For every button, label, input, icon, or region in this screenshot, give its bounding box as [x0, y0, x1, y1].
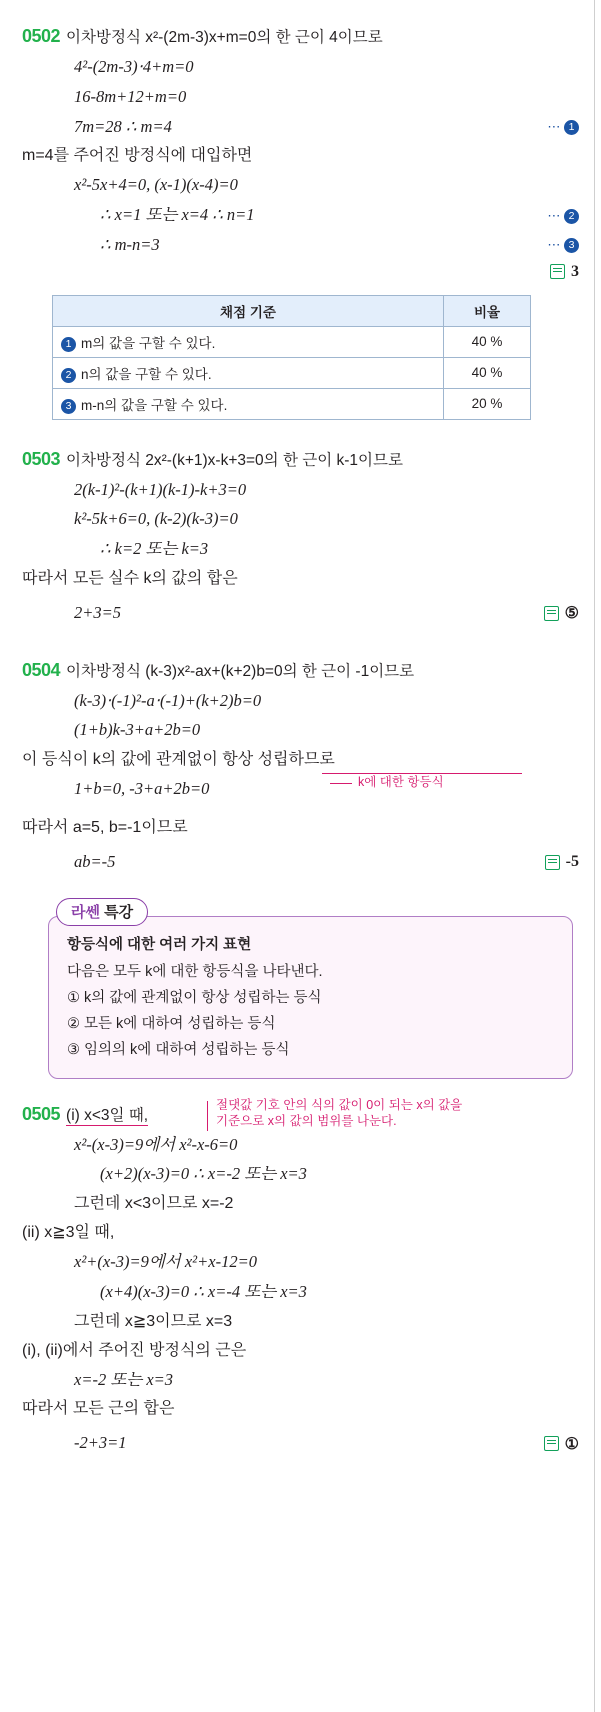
question-number: 0504 [22, 659, 61, 680]
problem-0502 [22, 23, 579, 281]
annotation-callout [322, 773, 537, 791]
table-row [53, 326, 531, 357]
step-line: x=-2 또는 x=3 [74, 1369, 174, 1389]
special-title: 항등식에 대한 여러 가지 표현 [67, 936, 252, 953]
answer-value: -5 [565, 853, 579, 871]
answer-value: 3 [571, 262, 579, 280]
step-line: ∴ k=2 또는 k=3 [100, 539, 209, 558]
problem-0503 [22, 446, 579, 631]
case-1-label: (i) x<3일 때, [66, 1106, 149, 1124]
answer-value: ① [564, 1435, 579, 1453]
identity-annotation-block [22, 777, 579, 802]
answer-row-0503 [544, 603, 579, 623]
marker-circle-3: 3 [61, 399, 76, 414]
problem-0504-head [22, 657, 579, 684]
problem-0504-intro: 이차방정식 (k-3)x²-ax+(k+2)b=0의 한 근이 -1이므로 [66, 662, 415, 680]
annotation-body [322, 774, 537, 791]
annotation-body [207, 1097, 537, 1131]
header-criterion: 채점 기준 [53, 295, 444, 326]
step-line: 따라서 모든 근의 합은 [22, 1400, 175, 1418]
answer-row-0505 [544, 1434, 579, 1454]
step-line: 그런데 x≧3이므로 x=3 [74, 1312, 233, 1330]
step-line: 이 등식이 k의 값에 관계없이 항상 성립하므로 [22, 751, 335, 768]
step-line: ∴ m-n=3 [100, 234, 160, 254]
special-item [67, 1038, 556, 1059]
criterion-text: m-n의 값을 구할 수 있다. [81, 397, 228, 413]
problem-0504 [22, 657, 579, 880]
item-number: ① [67, 989, 80, 1006]
criterion-cell [53, 357, 444, 388]
step-line: 2+3=5 [74, 602, 122, 622]
step-line: x²-(x-3)=9에서 x²-x-6=0 [74, 1134, 238, 1154]
ratio-cell: 40 % [444, 326, 531, 357]
item-number: ③ [67, 1041, 80, 1058]
answer-row-0504 [545, 853, 579, 871]
annotation-text-line-2: 기준으로 x의 값의 범위를 나눈다. [216, 1114, 397, 1129]
step-line: ∴ x=1 또는 x=4 ∴ n=1 [100, 205, 255, 224]
special-lead: 다음은 모두 k에 대한 항등식을 나타낸다. [67, 963, 323, 980]
marker-circle-2: 2 [61, 368, 76, 383]
answer-row-0502 [22, 263, 579, 281]
item-text: k의 값에 관계없이 항상 성립하는 등식 [84, 989, 322, 1006]
ratio-cell: 20 % [444, 388, 531, 419]
step-line: (1+b)k-3+a+2b=0 [74, 720, 201, 740]
table-row [53, 388, 531, 419]
marker-circle-1: 1 [61, 337, 76, 352]
step-line: x²-5x+4=0, (x-1)(x-4)=0 [74, 175, 238, 195]
answer-value: ⑤ [564, 605, 579, 623]
step-line-with-marker [22, 115, 579, 140]
problem-0502-intro: 이차방정식 x²-(2m-3)x+m=0의 한 근이 4이므로 [66, 29, 383, 46]
marker-3: ⋯ 3 [547, 235, 579, 255]
marker-circle-3: 3 [564, 238, 579, 253]
marker-2: ⋯ 2 [547, 206, 579, 226]
special-lecture-box [48, 916, 573, 1079]
problem-0503-intro: 이차방정식 2x²-(k+1)x-k+3=0의 한 근이 k-1이므로 [66, 451, 403, 469]
special-lecture-tag [56, 898, 148, 926]
ratio-cell: 40 % [444, 357, 531, 388]
question-number: 0505 [22, 1103, 61, 1124]
step-line-with-marker [22, 203, 579, 228]
step-line: (x+4)(x-3)=0 ∴ x=-4 또는 x=3 [100, 1281, 307, 1301]
step-line-with-marker [22, 233, 579, 258]
annotation-callout-0505 [207, 1097, 537, 1131]
step-line: 16-8m+12+m=0 [74, 86, 187, 106]
step-line: ab=-5 [74, 851, 116, 871]
special-lecture [48, 898, 573, 1079]
annotation-leader [330, 783, 352, 784]
final-step-row [22, 1426, 579, 1461]
step-line: 1+b=0, -3+a+2b=0 [74, 779, 210, 798]
final-step-row [22, 596, 579, 631]
table-header-row [53, 295, 531, 326]
answer-icon [550, 264, 565, 279]
criterion-cell [53, 326, 444, 357]
step-line: 따라서 모든 실수 k의 값의 합은 [22, 569, 238, 587]
problem-0505-head-row [22, 1097, 579, 1129]
step-line: 2(k-1)²-(k+1)(k-1)-k+3=0 [74, 479, 247, 499]
step-line: k²-5k+6=0, (k-2)(k-3)=0 [74, 509, 238, 529]
annotation-vertical-rule [207, 1101, 208, 1131]
item-text: 임의의 k에 대하여 성립하는 등식 [84, 1041, 290, 1058]
criterion-text: n의 값을 구할 수 있다. [81, 366, 212, 382]
case-2-label: (ii) x≧3일 때, [22, 1224, 115, 1241]
step-line: 그런데 x<3이므로 x=-2 [74, 1195, 234, 1212]
step-line: 4²-(2m-3)⋅4+m=0 [74, 57, 194, 76]
answer-icon [544, 1436, 559, 1451]
scoring-table [52, 295, 531, 420]
problem-0503-head [22, 446, 579, 473]
step-line: 따라서 a=5, b=-1이므로 [22, 818, 188, 836]
answer-icon [545, 855, 560, 870]
marker-circle-2: 2 [564, 209, 579, 224]
table-row [53, 357, 531, 388]
annotation-text-block [216, 1097, 462, 1131]
step-line: -2+3=1 [74, 1433, 127, 1453]
criterion-text: m의 값을 구할 수 있다. [81, 335, 216, 351]
problem-0502-head [22, 23, 579, 50]
step-line: (k-3)⋅(-1)²-a⋅(-1)+(k+2)b=0 [74, 690, 262, 710]
annotation-text-line-1: 절댓값 기호 안의 식의 값이 0이 되는 x의 값을 [216, 1097, 463, 1112]
step-line: m=4를 주어진 방정식에 대입하면 [22, 147, 253, 165]
question-number: 0502 [22, 26, 61, 46]
answer-icon [544, 606, 559, 621]
problem-0505 [22, 1097, 579, 1462]
step-line: x²+(x-3)=9에서 x²+x-12=0 [74, 1252, 257, 1271]
special-item [67, 986, 556, 1007]
final-step-row [22, 845, 579, 880]
step-line: (i), (ii)에서 주어진 방정식의 근은 [22, 1341, 247, 1359]
header-ratio: 비율 [444, 295, 531, 326]
annotation-text: k에 대한 항등식 [358, 775, 444, 789]
step-line: (x+2)(x-3)=0 ∴ x=-2 또는 x=3 [100, 1164, 307, 1184]
special-tag-label: 특강 [104, 903, 134, 921]
step-line: 7m=28 ∴ m=4 [74, 116, 172, 136]
item-number: ② [67, 1015, 80, 1032]
special-brand-label: 라쎈 [71, 903, 100, 921]
marker-circle-1: 1 [564, 120, 579, 135]
question-number: 0503 [22, 448, 61, 469]
special-item [67, 1012, 556, 1033]
item-text: 모든 k에 대하여 성립하는 등식 [84, 1015, 276, 1032]
marker-1: ⋯ 1 [547, 117, 579, 137]
criterion-cell [53, 388, 444, 419]
